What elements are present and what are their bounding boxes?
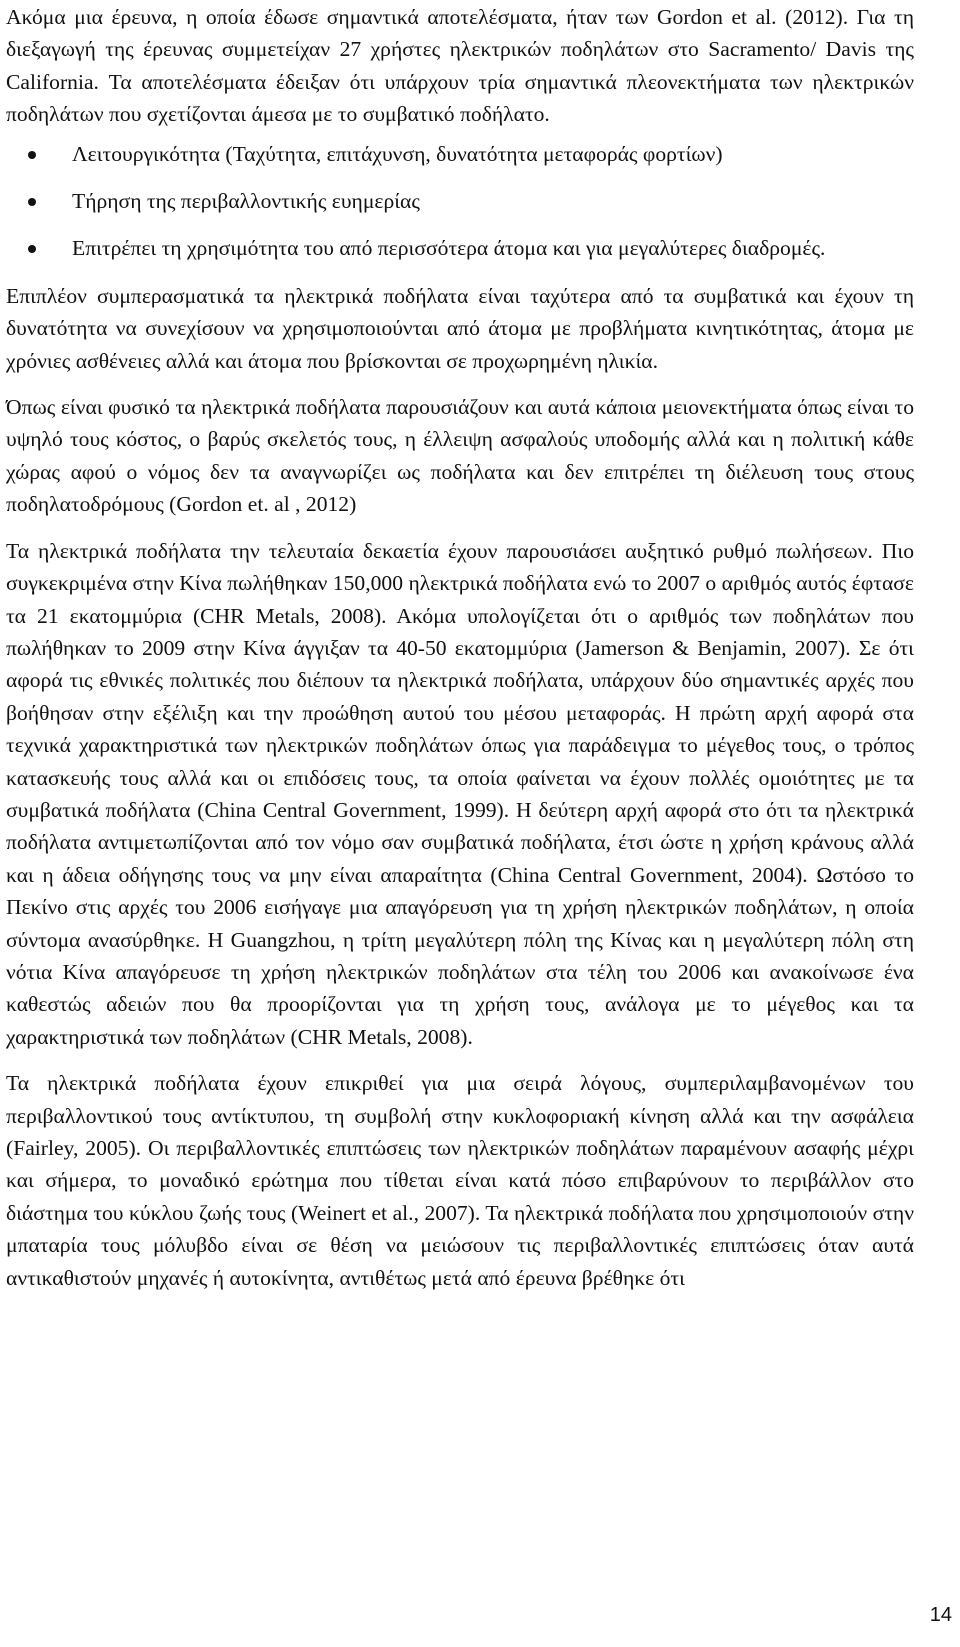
body-text xyxy=(6,1,914,1294)
disadvantages-paragraph: Όπως είναι φυσικό τα ηλεκτρικά ποδήλατα παρουσιάζουν και αυτά κάποια μειονεκτήματα όπως είναι το υψηλό τους κόστος, ο βαρύς σκελετός τους, η έλλειψη ασφαλούς υποδομής αλλά και η πολιτική κάθε χώρας αφού ο νόμος δεν τα αναγνωρίζει ως ποδήλατα και δεν επιτρέπει τη διέλευση τους στους ποδηλατοδρόμους (Gordon et. al , 2012) xyxy=(6,395,914,517)
bullet-item-accessibility: Επιτρέπει τη χρησιμότητα του από περισσότερα άτομα και για μεγαλύτερες διαδρομές. xyxy=(6,232,914,264)
page-number: 14 xyxy=(929,1604,952,1626)
bullet-item-functionality: Λειτουργικότητα (Ταχύτητα, επιτάχυνση, δυνατότητα μεταφοράς φορτίων) xyxy=(6,138,914,170)
environment-paragraph: Τα ηλεκτρικά ποδήλατα έχουν επικριθεί για μια σειρά λόγους, συμπεριλαμβανομένων του περιβαλλοντικού τους αντίκτυπου, τη συμβολή στην κυκλοφοριακή κίνηση αλλά και την ασφάλεια (Fairley, 2005). Οι περιβαλλοντικές επιπτώσεις των ηλεκτρικών ποδηλάτων παραμένουν ασαφής μέχρι και σήμερα, το μοναδικό ερώτημα που τίθεται είναι κατά πόσο επιβαρύνουν το περιβάλλον στο διάστημα του κύκλου ζωής τους (Weinert et al., 2007). Τα ηλεκτρικά ποδήλατα που χρησιμοποιούν στην μπαταρία τους μόλυβδο είναι σε θέση να μειώσουν τις περιβαλλοντικές επιπτώσεις όταν αυτά αντικαθιστούν μηχανές ή αυτοκίνητα, αντιθέτως μετά από έρευνα βρέθηκε ότι xyxy=(6,1071,914,1290)
bullet-item-environment: Τήρηση της περιβαλλοντικής ευημερίας xyxy=(6,185,914,217)
intro-paragraph: Ακόμα μια έρευνα, η οποία έδωσε σημαντικά αποτελέσματα, ήταν των Gordon et al. (2012). Για τη διεξαγωγή της έρευνας συμμετείχαν 27 χρήστες ηλεκτρικών ποδηλάτων στο Sacramento/ Davis της California. Τα αποτελέσματα έδειξαν ότι υπάρχουν τρία σημαντικά πλεονεκτήματα των ηλεκτρικών ποδηλάτων που σχετίζονται άμεσα με το συμβατικό ποδήλατο. xyxy=(6,5,914,127)
conclusion-paragraph: Επιπλέον συμπερασματικά τα ηλεκτρικά ποδήλατα είναι ταχύτερα από τα συμβατικά και έχουν τη δυνατότητα να συνεχίσουν να χρησιμοποιούνται από άτομα με προβλήματα κινητικότητας, άτομα με χρόνιες ασθένειες αλλά και άτομα που βρίσκονται σε προχωρημένη ηλικία. xyxy=(6,283,914,373)
advantages-list xyxy=(6,138,914,265)
sales-paragraph: Τα ηλεκτρικά ποδήλατα την τελευταία δεκαετία έχουν παρουσιάσει αυξητικό ρυθμό πωλήσεων. Πιο συγκεκριμένα στην Κίνα πωλήθηκαν 150,000 ηλεκτρικά ποδήλατα ενώ το 2007 ο αριθμός αυτός έφτασε τα 21 εκατομμύρια (CHR Metals, 2008). Ακόμα υπολογίζεται ότι ο αριθμός των ποδηλάτων που πωλήθηκαν το 2009 στην Κίνα άγγιξαν τα 40-50 εκατομμύρια (Jamerson & Benjamin, 2007). Σε ότι αφορά τις εθνικές πολιτικές που διέπουν τα ηλεκτρικά ποδήλατα, υπάρχουν δύο σημαντικές αρχές που βοήθησαν στην εξέλιξη και την προώθηση αυτού του μέσου μεταφοράς. Η πρώτη αρχή αφορά στα τεχνικά χαρακτηριστικά των ηλεκτρικών ποδηλάτων όπως για παράδειγμα το μέγεθος τους, ο τρόπος κατασκευής τους αλλά και οι επιδόσεις τους, τα οποία φαίνεται να έχουν πολλές ομοιότητες με τα συμβατικά ποδήλατα (China Central Government, 1999). Η δεύτερη αρχή αφορά στο ότι τα ηλεκτρικά ποδήλατα αντιμετωπίζονται από τον νόμο σαν συμβατικά ποδήλατα, έτσι ώστε η χρήση κράνους αλλά και η άδεια οδήγησης τους να μην είναι απαραίτητα (China Central Government, 2004). Ωστόσο το Πεκίνο στις αρχές του 2006 εισήγαγε μια απαγόρευση για τη χρήση ηλεκτρικών ποδηλάτων, η οποία σύντομα ανασύρθηκε. Η Guangzhou, η τρίτη μεγαλύτερη πόλη της Κίνας και η μεγαλύτερη πόλη στη νότια Κίνα απαγόρευσε τη χρήση ηλεκτρικών ποδηλάτων στα τέλη του 2006 και ανακοίνωσε ένα καθεστώς αδειών που θα προορίζονται για τη χρήση τους, ανάλογα με το μέγεθος και τα χαρακτηριστικά των ποδηλάτων (CHR Metals, 2008). xyxy=(6,538,914,1049)
